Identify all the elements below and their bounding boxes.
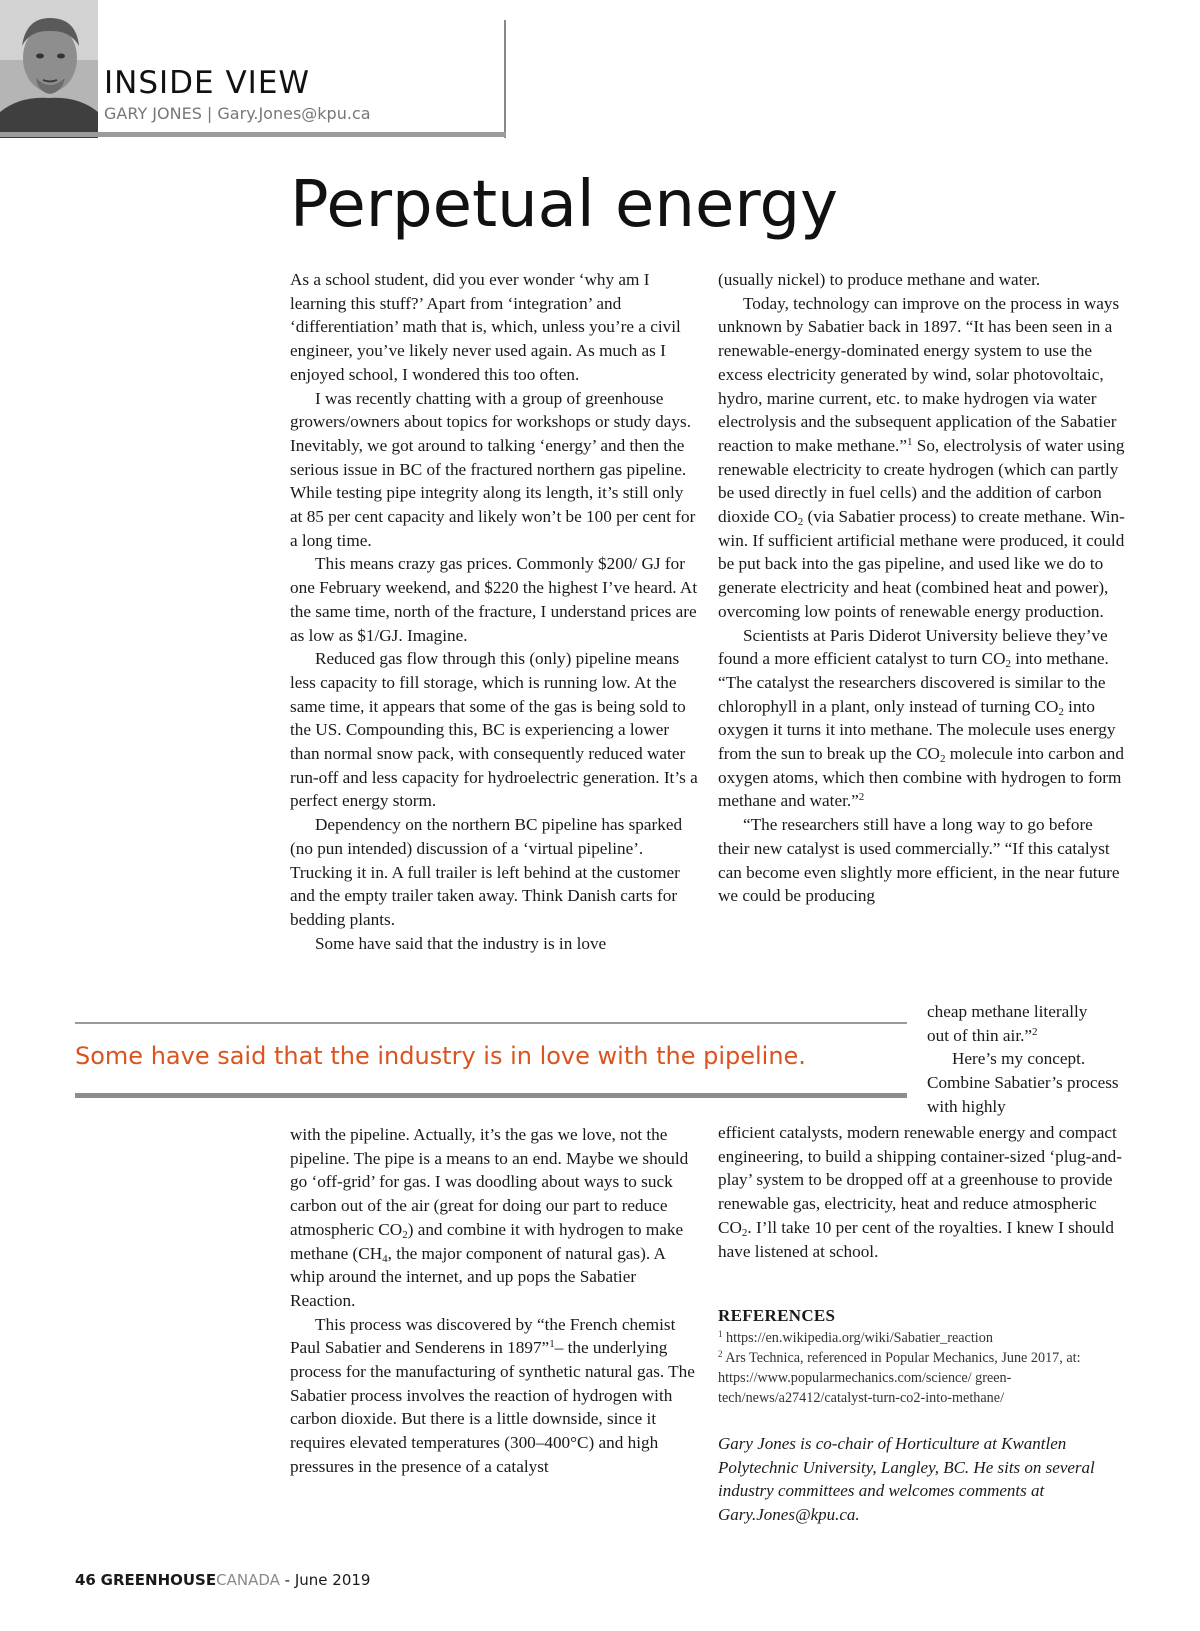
text-run: into methane. “The catalyst the researchers discovered is similar to the chlorophyll in a plant, only instead of turning CO — [718, 649, 1109, 716]
paragraph — [290, 1123, 698, 1313]
subscript: 4 — [382, 1252, 388, 1265]
article-headline: Perpetual energy — [290, 168, 838, 242]
text-run: into oxygen it turns it into methane. The molecule uses energy from the sun to break up the CO — [718, 696, 1116, 764]
author-portrait-icon — [0, 0, 98, 138]
paragraph — [718, 1121, 1128, 1263]
reference-text: Ars Technica, referenced in Popular Mechanics, June 2017, at: https://www.popularmechanics.com/science/ green-tech/news/a27412/catalyst-turn-co2-into-methane/ — [718, 1350, 1081, 1406]
text-run: . I’ll take 10 per cent of the royalties. I knew I should have listened at school. — [718, 1217, 1114, 1261]
paragraph: Reduced gas flow through this (only) pipeline means less capacity to fill storage, which is running low. At the same time, it appears that some of the gas is being sold to the US. Compounding this, BC is experiencing a lower than normal snow pack, with consequently reduced water run-off and less capacity for hydroelectric generation. It’s a perfect energy storm. — [290, 649, 698, 811]
text-run: Today, technology can improve on the process in ways unknown by Sabatier back in 1897. “It has been seen in a renewable-energy-dominated energy system to use the excess electricity generated by wind, solar photovoltaic, hydro, marine current, etc. to make hydrogen via water electrolysis and the subsequent application of the Sabatier reaction to make methane.” — [718, 293, 1120, 455]
reference-number: 2 — [718, 1349, 723, 1359]
paragraph: As a school student, did you ever wonder ‘why am I learning this stuff?’ Apart from ‘integration’ and ‘differentiation’ math that is, which, unless you’re a civil engineer, you’ve likely never used again. As much as I enjoyed school, I wondered this too often. — [290, 270, 681, 384]
text-run: Scientists at Paris Diderot University believe they’ve found a more efficient catalyst to turn CO — [718, 625, 1108, 669]
section-title: INSIDE VIEW — [104, 65, 311, 101]
text-run: molecule into carbon and oxygen atoms, which then combine with hydrogen to form methane and water.” — [718, 744, 1124, 811]
references-list — [718, 1328, 1128, 1408]
subscript: 2 — [797, 516, 804, 529]
paragraph — [718, 292, 1128, 624]
reference-item — [718, 1328, 1128, 1348]
references-heading: REFERENCES — [718, 1306, 836, 1325]
footnote-marker: 1 — [906, 435, 913, 448]
pullquote-rule-bottom — [75, 1093, 907, 1098]
paragraph: This means crazy gas prices. Commonly $200/ GJ for one February weekend, and $220 the highest I’ve heard. At the same time, north of the fracture, I understand prices are as low as $1/GJ. Imagine. — [290, 554, 698, 645]
header-divider-vertical — [504, 20, 506, 138]
footnote-marker: 2 — [858, 791, 865, 804]
text-run: out of thin air.” — [927, 1025, 1033, 1045]
footnote-marker: 2 — [1032, 1025, 1038, 1038]
text-run: with the pipeline. Actually, it’s the gas we love, not the pipeline. The pipe is a means to an end. Maybe we should go ‘off-grid’ for gas. I was doodling about ways to suck carbon out of the air (great for doing our part to reduce atmospheric CO — [290, 1125, 689, 1239]
subscript: 2 — [1005, 658, 1011, 671]
column-2-bottom — [718, 1121, 1128, 1263]
reference-item — [718, 1348, 1128, 1408]
column-1-top — [290, 268, 698, 955]
author-byline: GARY JONES | Gary.Jones@kpu.ca — [104, 104, 371, 123]
paragraph: (usually nickel) to produce methane and water. — [718, 270, 1041, 289]
text-run: efficient catalysts, modern renewable energy and compact engineering, to build a shipping container-sized ‘plug-and-play’ system to be dropped off at a greenhouse to provide renewable gas, electricity, heat and reduce atmospheric CO — [718, 1123, 1122, 1237]
header-divider-horizontal — [0, 132, 506, 137]
pullquote-rule-top — [75, 1022, 907, 1024]
footnote-marker: 1 — [549, 1338, 555, 1351]
text-run: So, electrolysis of water using renewable electricity to create hydrogen (which can partly be used directly in fuel cells) and the addition of carbon dioxide CO — [718, 435, 1125, 527]
pullquote: Some have said that the industry is in love with the pipeline. — [75, 1042, 806, 1070]
text-run: This process was discovered by “the French chemist Paul Sabatier and Senderens in 1897” — [290, 1314, 676, 1358]
reference-number: 1 — [718, 1329, 723, 1339]
column-2-wrap — [927, 1000, 1128, 1119]
text-run: , the major component of natural gas). A whip around the internet, and up pops the Sabatier Reaction. — [290, 1243, 665, 1310]
paragraph: I was recently chatting with a group of greenhouse growers/owners about topics for workshops or study days. Inevitably, we got around to talking ‘energy’ and then the serious issue in BC of the fractured northern gas pipeline. While testing pipe integrity along its length, it’s still only at 85 per cent capacity and likely won’t be 100 per cent for a long time. — [290, 388, 696, 550]
paragraph: Here’s my concept. Combine Sabatier’s process with highly — [927, 1049, 1119, 1116]
column-1-bottom — [290, 1123, 698, 1479]
paragraph: “The researchers still have a long way to go before their new catalyst is used commercially.” “If this catalyst can become even slightly more efficient, in the near future we could be producing — [718, 815, 1120, 906]
subscript: 2 — [1058, 705, 1064, 718]
page-footer — [75, 1571, 370, 1589]
author-bio: Gary Jones is co-chair of Horticulture at Kwantlen Polytechnic University, Langley, BC. He sits on several industry committees and welcomes comments at Gary.Jones@kpu.ca. — [718, 1434, 1095, 1524]
magazine-name-suffix: CANADA — [216, 1571, 280, 1589]
page-number: 46 — [75, 1571, 96, 1589]
paragraph: Dependency on the northern BC pipeline has sparked (no pun intended) discussion of a ‘virtual pipeline’. Trucking it in. A full trailer is left behind at the customer and the empty trailer taken away. Think Danish carts for bedding plants. — [290, 815, 683, 929]
reference-text: https://en.wikipedia.org/wiki/Sabatier_reaction — [726, 1330, 993, 1346]
text-line: cheap methane literally — [927, 1002, 1088, 1021]
author-photo — [0, 0, 98, 138]
paragraph: Some have said that the industry is in love — [315, 933, 607, 953]
subscript: 2 — [939, 753, 946, 766]
issue-date: - June 2019 — [284, 1571, 371, 1589]
paragraph — [718, 624, 1128, 814]
text-run: ) and combine it with hydrogen to make methane (CH — [290, 1219, 684, 1263]
text-run: – the underlying process for the manufacturing of synthetic natural gas. The Sabatier process involves the reaction of hydrogen with carbon dioxide. But there is a little downside, since it requires elevated temperatures (300–400°C) and high pressures in the presence of a catalyst — [290, 1338, 695, 1476]
subscript: 2 — [402, 1228, 408, 1241]
column-2-top — [718, 268, 1128, 908]
text-run: (via Sabatier process) to create methane. Win-win. If sufficient artificial methane were produced, it could be put back into the gas pipeline, and used like we do to generate electricity and heat (combined heat and power), overcoming low points of renewable energy production. — [718, 507, 1125, 621]
paragraph — [290, 1313, 698, 1479]
text-line — [927, 1024, 1128, 1048]
magazine-name: GREENHOUSE — [100, 1571, 217, 1589]
subscript: 2 — [741, 1226, 748, 1239]
